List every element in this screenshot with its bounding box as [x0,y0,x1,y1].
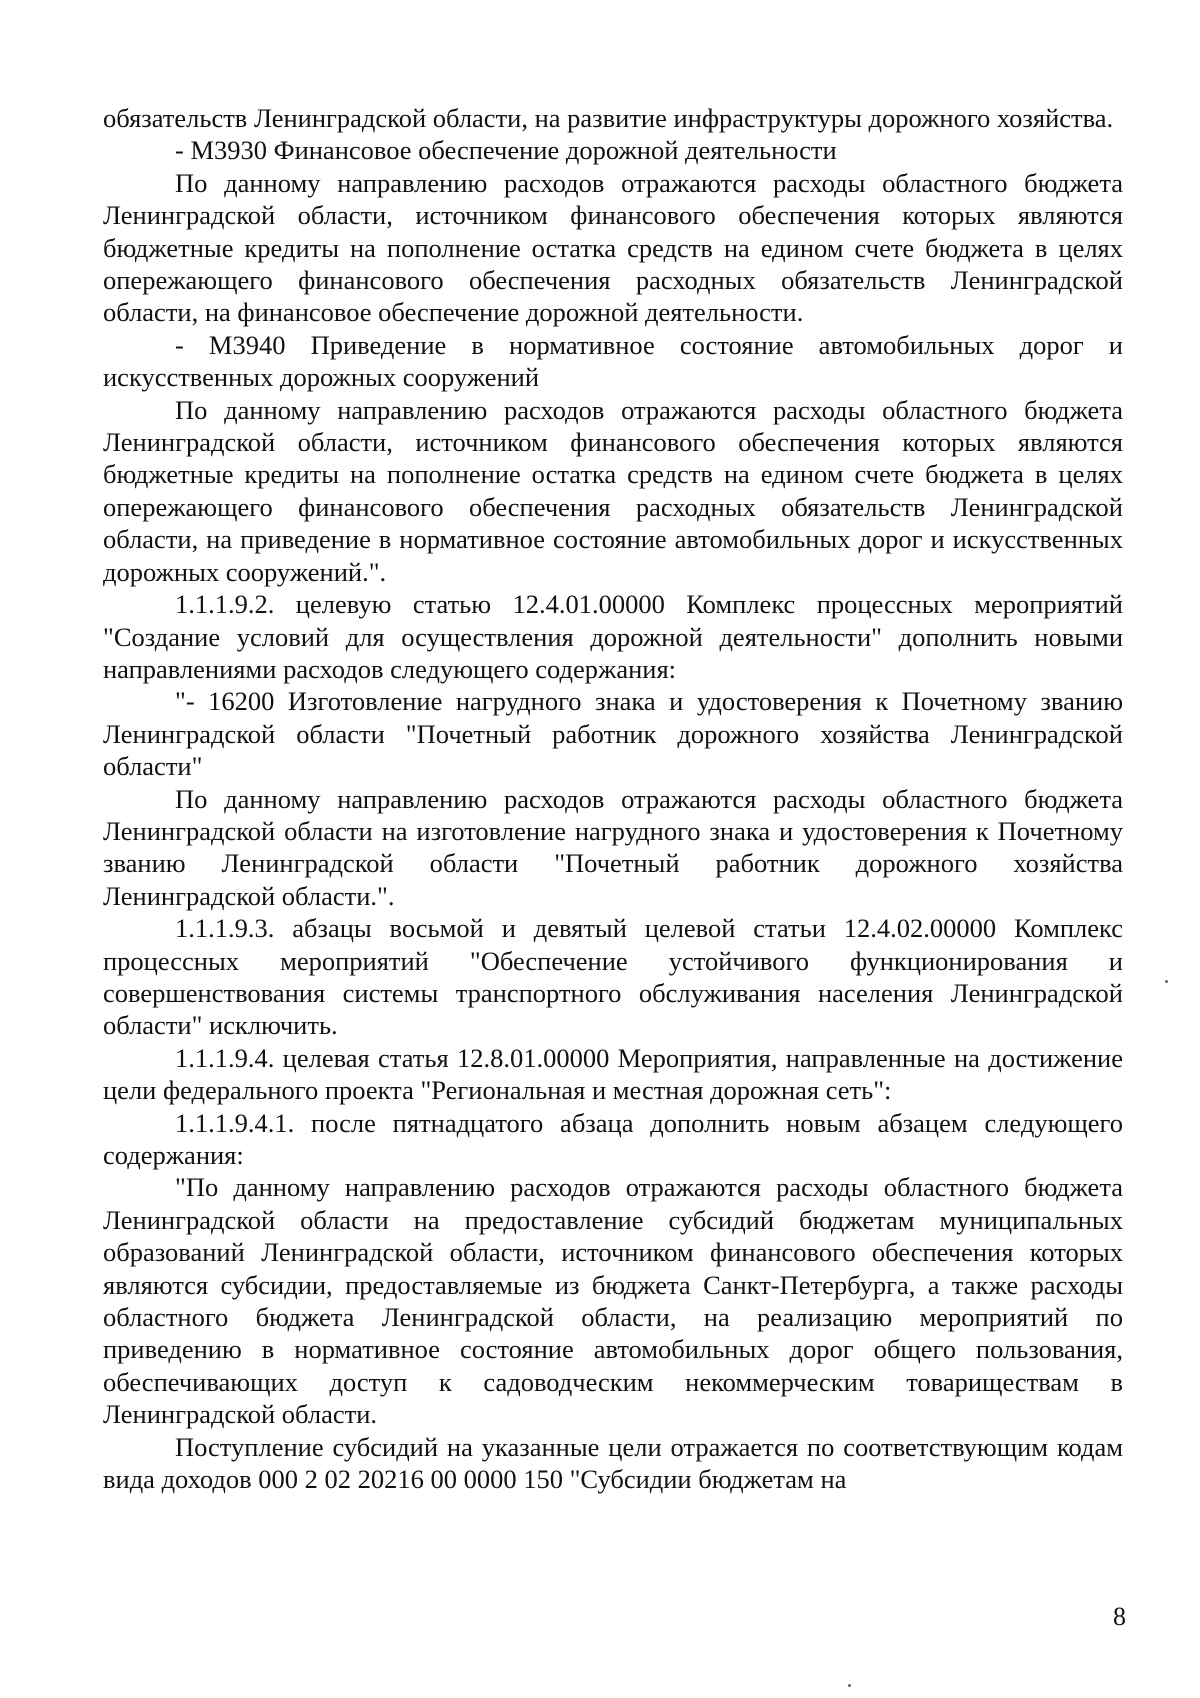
body-text [103,102,1123,1495]
paragraph-7: "- 16200 Изготовление нагрудного знака и удостоверения к Почетному званию Ленинградской области "Почетный работник дорожного хозяйства Ленинградской области" [103,686,1123,782]
scan-speck [1165,980,1168,983]
scan-speck [848,1684,851,1687]
paragraph-2: - М3930 Финансовое обеспечение дорожной деятельности [175,135,837,166]
paragraph-4: - М3940 Приведение в нормативное состояние автомобильных дорог и искусственных дорожных сооружений [103,329,1123,393]
paragraph-13: Поступление субсидий на указанные цели отражается по соответствующим кодам вида доходов 000 2 02 20216 00 0000 150 "Субсидии бюджетам на [103,1431,1123,1495]
paragraph-5: По данному направлению расходов отражаются расходы областного бюджета Ленинградской области, источником финансового обеспечения которых являются бюджетные кредиты на пополнение остатка средств на едином счете бюджета в целях опережающего финансового обеспечения расходных обязательств Ленинградской области, на приведение в нормативное состояние автомобильных дорог и искусственных дорожных сооружений.". [103,394,1123,587]
paragraph-8: По данному направлению расходов отражаются расходы областного бюджета Ленинградской области на изготовление нагрудного знака и удостоверения к Почетному званию Ленинградской области "Почетный работник дорожного хозяйства Ленинградской области.". [103,783,1123,911]
paragraph-10: 1.1.1.9.4. целевая статья 12.8.01.00000 Мероприятия, направленные на достижение цели федерального проекта "Региональная и местная дорожная сеть": [103,1042,1123,1106]
paragraph-1: обязательств Ленинградской области, на развитие инфраструктуры дорожного хозяйства. [103,103,1114,133]
paragraph-6: 1.1.1.9.2. целевую статью 12.4.01.00000 Комплекс процессных мероприятий "Создание условий для осуществления дорожной деятельности" дополнить новыми направлениями расходов следующего содержания: [103,589,1123,684]
page-number: 8 [1113,1602,1126,1631]
paragraph-3: По данному направлению расходов отражаются расходы областного бюджета Ленинградской области, источником финансового обеспечения которых являются бюджетные кредиты на пополнение остатка средств на едином счете бюджета в целях опережающего финансового обеспечения расходных обязательств Ленинградской области, на финансовое обеспечение дорожной деятельности. [103,167,1123,328]
paragraph-12: "По данному направлению расходов отражаются расходы областного бюджета Ленинградской области на предоставление субсидий бюджетам муниципальных образований Ленинградской области, источником финансового обеспечения которых являются субсидии, предоставляемые из бюджета Санкт-Петербурга, а также расходы областного бюджета Ленинградской области, на реализацию мероприятий по приведению в нормативное состояние автомобильных дорог общего пользования, обеспечивающих доступ к садоводческим некоммерческим товариществам в Ленинградской области. [103,1172,1123,1430]
paragraph-9: 1.1.1.9.3. абзацы восьмой и девятый целевой статьи 12.4.02.00000 Комплекс процессных мероприятий "Обеспечение устойчивого функционирования и совершенствования системы транспортного обслуживания населения Ленинградской области" исключить. [103,913,1123,1041]
paragraph-11: 1.1.1.9.4.1. после пятнадцатого абзаца дополнить новым абзацем следующего содержания: [103,1107,1123,1170]
